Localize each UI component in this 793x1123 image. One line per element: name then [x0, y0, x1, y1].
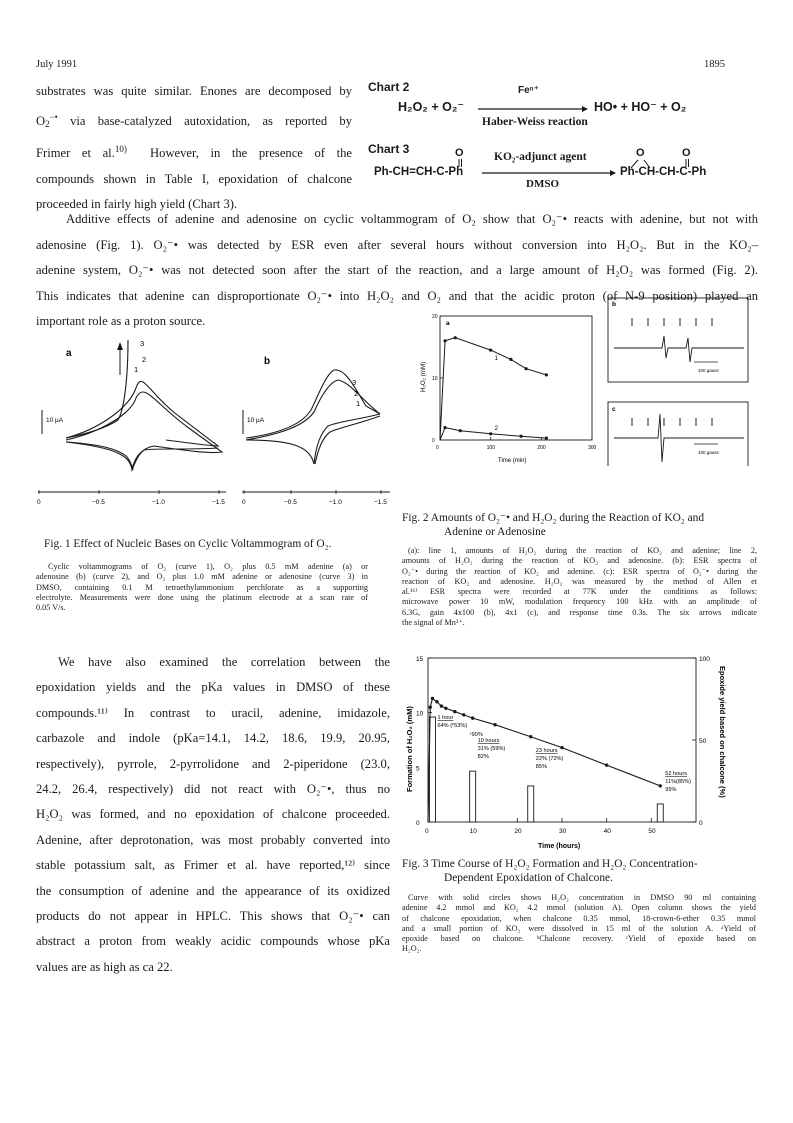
fig3-bar-time-label: 1 hour — [437, 715, 454, 722]
fig3-xtick-label: 30 — [559, 828, 567, 835]
fig2a-point — [489, 432, 492, 435]
cv-b-scale-label: 10 µA — [247, 417, 265, 424]
fig2a-point — [519, 435, 522, 438]
cv-a-curve-label: 3 — [140, 339, 145, 348]
fig3-ytick-label: 10 — [416, 710, 424, 718]
chart-2-catalyst: Feⁿ⁺ — [518, 85, 539, 96]
fig2a-point — [443, 426, 446, 429]
product-carbonyl-oxygen: O — [682, 147, 691, 159]
fig3-caption: Fig. 3 Time Course of H₂O₂ Formation and H₂O₂ Concentration- Dependent Epoxidation of Chalcone. — [402, 858, 698, 884]
fig2a-point — [525, 367, 528, 370]
fig3-marks — [416, 656, 710, 835]
para1-line: Frimer et al.$^{10)}$ However, in the presence of the — [36, 144, 352, 160]
chart-2-label: Chart 2 — [368, 80, 410, 94]
para2-line: Additive effects of adenine and adenosine on cyclic voltammogram of O₂ show that O₂⁻• reacts with adenine, but not with — [66, 212, 758, 226]
figure-3-plot — [400, 652, 762, 852]
cv-b-curve-label: 2 — [354, 389, 359, 398]
cv-b-curve-3 — [246, 414, 380, 464]
fig3-y2tick-label: 0 — [699, 820, 703, 827]
svg-text:−1.5: −1.5 — [374, 499, 387, 506]
fig2a-frame — [440, 316, 592, 440]
fig3-h2o2-point — [493, 723, 496, 726]
fig2a-series-line-2 — [440, 425, 546, 440]
fig2-panel-c-label: c — [612, 406, 616, 413]
chart-3-product: Ph-CH-CH-C-Ph — [620, 166, 707, 178]
cv-b-curve-label: 1 — [356, 399, 361, 408]
fig2-caption: Fig. 2 Amounts of O₂⁻• and H₂O₂ during the Reaction of KO₂ and Adenine or Adenosine — [402, 512, 705, 538]
cv-a-curve-2 — [66, 381, 218, 446]
fig2-panel-b-label: b — [612, 301, 616, 308]
fig3-xtick-label: 40 — [603, 828, 611, 835]
para2-line: This indicates that adenine can disproportionate O₂⁻• into H₂O₂ and O₂ and that the acidic proton (of N-9 position) played an — [36, 288, 758, 303]
fig3-xlabel: Time (hours) — [538, 843, 581, 850]
fig2c-mn-arrows — [632, 418, 712, 426]
fig3-h2o2-point — [471, 716, 474, 719]
fig3-h2o2-point — [444, 707, 447, 710]
figure-2 — [410, 296, 760, 466]
fig3-ylabel: Formation of H₂O₂ (mM) — [405, 706, 414, 792]
fig2a-ylabel: H₂O₂ (mM) — [420, 361, 427, 392]
fig3-bar-yield-label: 11%(85%) — [665, 778, 691, 785]
figure-1 — [36, 330, 406, 510]
para1-line: $O_2^{-•}$ via base-catalyzed autoxidation, as reported by — [36, 111, 352, 129]
para1-line: substrates was quite similar. Enones are decomposed by — [36, 84, 352, 98]
cv-a-return — [132, 448, 218, 470]
fig3-xtick-label: 0 — [425, 828, 429, 835]
cv-b-curve-label: 3 — [352, 378, 357, 387]
fig3-bar-time-label: 23 hours — [535, 748, 558, 755]
fig2a-point — [545, 437, 548, 440]
paragraph-3: We have also examined the correlation between the epoxidation yields and the pKa values in DMSO of these compounds.¹¹⁾ In contrast to uracil, adenine, imidazole, carbazole and indole (pKa=14.1, 14.2, 18.6, 19.9, 20.95, respectively), pyrrole, 2-pyrrolidone and 2-piperidone (23.0, 24.2, 26.4, respectively) did not react with O₂⁻•, thus no H₂O₂ was formed, and no epoxidation of chalcone proceeded. Adenine, after deprotonation, was most probably converted into stable potassium salt, as Frimer et al. have reported,¹²⁾ since the consumption of adenine and the appearance of its oxidized products do not appear in HPLC. This shows that O₂⁻• can abstract a proton from weakly acidic compounds whose pKa values are as high as ca 22. — [36, 655, 390, 974]
cv-a-curve-label: 2 — [142, 355, 147, 364]
fig2c-frame — [608, 402, 748, 466]
fig1-note: Cyclic voltammograms of O₂ (curve 1), O₂ plus 0.5 mM adenine (a) or adenosine (b) (curve 2), and O₂ plus 1.0 mM adenine or adenosine (curve 3) in DMSO, containing 0.1 M tetraethylammonium perchlorate as a supporting electrolyte. Measurements were done using the platinum electrode at a scan rate of 0.05 V/s. — [36, 562, 368, 613]
reaction-arrow — [482, 168, 616, 178]
chart-3-scheme — [366, 142, 766, 196]
fig1-caption: Fig. 1 Effect of Nucleic Bases on Cyclic Voltammogram of O₂. — [44, 538, 332, 550]
svg-text:−1.0: −1.0 — [329, 499, 342, 506]
svg-text:−0.5: −0.5 — [284, 499, 297, 506]
chart-2-products: HO• + HO⁻ + O₂ — [594, 100, 687, 114]
fig3-h2o2-point — [435, 700, 438, 703]
fig3-h2o2-point — [605, 763, 608, 766]
fig2a-xlabel: Time (min) — [498, 458, 527, 464]
fig3-note: Curve with solid circles shows H₂O₂ concentration in DMSO 90 ml containing adenine 4.2 mmol and KO₂ 4.2 mmol (solution A). Open column shows the yield of chalcone epoxidation, when chalcone 0.35 mmol, 18-crown-6-ether 0.35 mmol and a small portion of KO₂ were dissolved in 15 ml of the solution A. ᵃYield of epoxide based on chalcone. ᵇChalcone recovery. ᶜYield of epoxide based on H₂O₂. — [402, 893, 756, 954]
carbonyl-oxygen: O — [455, 147, 464, 159]
fig3-h2o2-point — [429, 706, 432, 709]
para2-line: important role as a proton source. — [36, 314, 206, 328]
fig3-y2label: Epoxide yield based on chalcone (%) — [718, 666, 727, 798]
fig3-bar-time-label: 10 hours — [477, 738, 500, 745]
fig3-h2o2-point — [453, 710, 456, 713]
fig3-frame — [428, 658, 696, 822]
fig3-h2o2-point — [440, 704, 443, 707]
chart-3-solvent: DMSO — [526, 178, 559, 190]
fig2a-point — [454, 336, 457, 339]
fig2b-mn-arrows — [632, 318, 712, 326]
page-number: 1895 — [704, 59, 725, 70]
fig2a-series-line-1 — [440, 338, 546, 440]
fig1-panel-a-label: a — [66, 348, 72, 359]
fig3-xtick-label: 50 — [648, 828, 656, 835]
figure-2-plot — [410, 296, 760, 466]
fig3-bar-yield-label: 31% (59%) — [477, 746, 506, 753]
fig2a-point — [443, 339, 446, 342]
fig3-bar-note: 85% — [535, 764, 547, 771]
fig2-note: (a): line 1, amounts of H₂O₂ during the reaction of KO₂ and adenine; line 2, amounts of H₂O₂ during the reaction of KO₂ and adenosine. (b): ESR spectra of O₂⁻• during the reaction of KO₂ and adenine. (c): ESR spectra of O₂⁻• during the reaction of KO₂ and adenosine. H₂O₂ was measured by the method of Allen et al.¹⁶⁾ ESR spectra were recorded at 77K under the conditions as follows: microwave power 10 mW, modulation frequency 100 kHz with an amplitude of 6.3G, gain 4x100 (b), 4x1 (c), and response time 0.3s. The six arrows indicate the signal of Mn²⁺. — [402, 546, 757, 628]
fig3-xtick-label: 20 — [514, 828, 522, 835]
chart-2-reactants: H₂O₂ + O₂⁻ — [398, 100, 464, 114]
paragraph-1 — [36, 79, 352, 218]
fig2-panel-a-label: a — [446, 320, 450, 327]
figure-1-plot — [36, 330, 406, 510]
fig2a-ytick-label: 20 — [432, 314, 438, 320]
running-date: July 1991 — [36, 59, 78, 70]
fig3-bar-note: ᶜ90% — [469, 732, 483, 739]
fig3-h2o2-point — [431, 697, 434, 700]
fig3-xtick-label: 10 — [469, 828, 477, 835]
fig2a-xtick-label: 0 — [436, 445, 439, 451]
fig2a-xtick-label: 100 — [486, 445, 496, 451]
fig3-ytick-label: 5 — [416, 765, 420, 773]
cv-a-curve-1 — [66, 340, 128, 438]
fig3-bar-yield-label: 64% (ᵇ53%) — [437, 723, 468, 730]
fig3-bar-yield-label: 22% (72%) — [535, 756, 564, 763]
fig2a-series-label: 1 — [494, 356, 499, 363]
fig3-bar-note: 99% — [665, 786, 677, 793]
chart-2-reaction-name: Haber-Weiss reaction — [482, 116, 588, 128]
svg-text:−1.0: −1.0 — [152, 499, 165, 506]
fig2a-xtick-label: 200 — [537, 445, 546, 451]
fig2a-point — [489, 349, 492, 352]
fig3-yield-bar — [470, 771, 476, 822]
para1-line: proceeded in fairly high yield (Chart 3). — [36, 197, 238, 211]
svg-text:−0.5: −0.5 — [92, 499, 105, 506]
chart-3-reactant: Ph-CH=CH-C-Ph — [374, 166, 464, 178]
para2-line: adenosine (Fig. 1). O₂⁻• was detected by ESR even after several hours without conversion into H₂O₂. But in the KO₂– — [36, 237, 758, 252]
fig3-bar-note: 82% — [477, 754, 489, 761]
fig1-panel-b-label: b — [264, 356, 271, 367]
fig2c-scale-label: 100 gauss — [698, 450, 719, 455]
fig2a-xtick-label: 300 — [588, 445, 597, 451]
chart-3-label: Chart 3 — [368, 142, 410, 156]
fig2a-marks — [432, 314, 597, 451]
svg-text:0: 0 — [242, 499, 246, 506]
fig3-h2o2-point — [462, 713, 465, 716]
fig2a-point — [459, 429, 462, 432]
cv-b-curve-2 — [246, 380, 380, 440]
fig2a-ytick-label: 0 — [432, 438, 435, 444]
fig3-ytick-label: 0 — [416, 820, 420, 827]
fig3-yield-bar — [657, 804, 663, 822]
chart-2-scheme — [366, 80, 766, 140]
epoxide-oxygen: O — [636, 147, 645, 159]
fig3-h2o2-point — [529, 735, 532, 738]
reaction-arrow — [478, 104, 588, 114]
fig3-h2o2-point — [659, 784, 662, 787]
fig3-yield-bar — [429, 717, 435, 822]
cv-a-scale-label: 10 µA — [46, 417, 64, 424]
fig3-y2tick-label: 100 — [699, 656, 710, 663]
svg-text:0: 0 — [37, 499, 41, 506]
fig2b-scale-label: 100 gauss — [698, 368, 719, 373]
fig2a-series-label: 2 — [494, 425, 499, 432]
chart-3-reagent: KO₂-adjunct agent — [494, 151, 587, 163]
cv-b-return — [315, 416, 380, 464]
fig3-h2o2-point — [560, 746, 563, 749]
fig3-y2tick-label: 50 — [699, 738, 707, 745]
fig3-ytick-label: 15 — [416, 656, 424, 663]
figure-3 — [400, 652, 762, 852]
cv-a-curve-label: 1 — [134, 365, 139, 374]
para1-line: compounds shown in Table I, epoxidation of chalcone — [36, 171, 352, 186]
fig2b-spectrum — [614, 336, 744, 362]
fig3-bar-time-label: 52 hours — [665, 770, 688, 777]
fig2a-point — [509, 358, 512, 361]
fig2c-spectrum — [614, 414, 744, 462]
fig2a-ytick-label: 10 — [432, 376, 438, 382]
fig3-yield-bar — [528, 786, 534, 822]
para2-line: adenine system, O₂⁻• was not detected soon after the start of the reaction, and a large amount of H₂O₂ was formed (Fig. 2). — [36, 263, 758, 277]
fig2a-point — [545, 373, 548, 376]
fig2b-frame — [608, 298, 748, 382]
svg-text:−1.5: −1.5 — [212, 499, 225, 506]
